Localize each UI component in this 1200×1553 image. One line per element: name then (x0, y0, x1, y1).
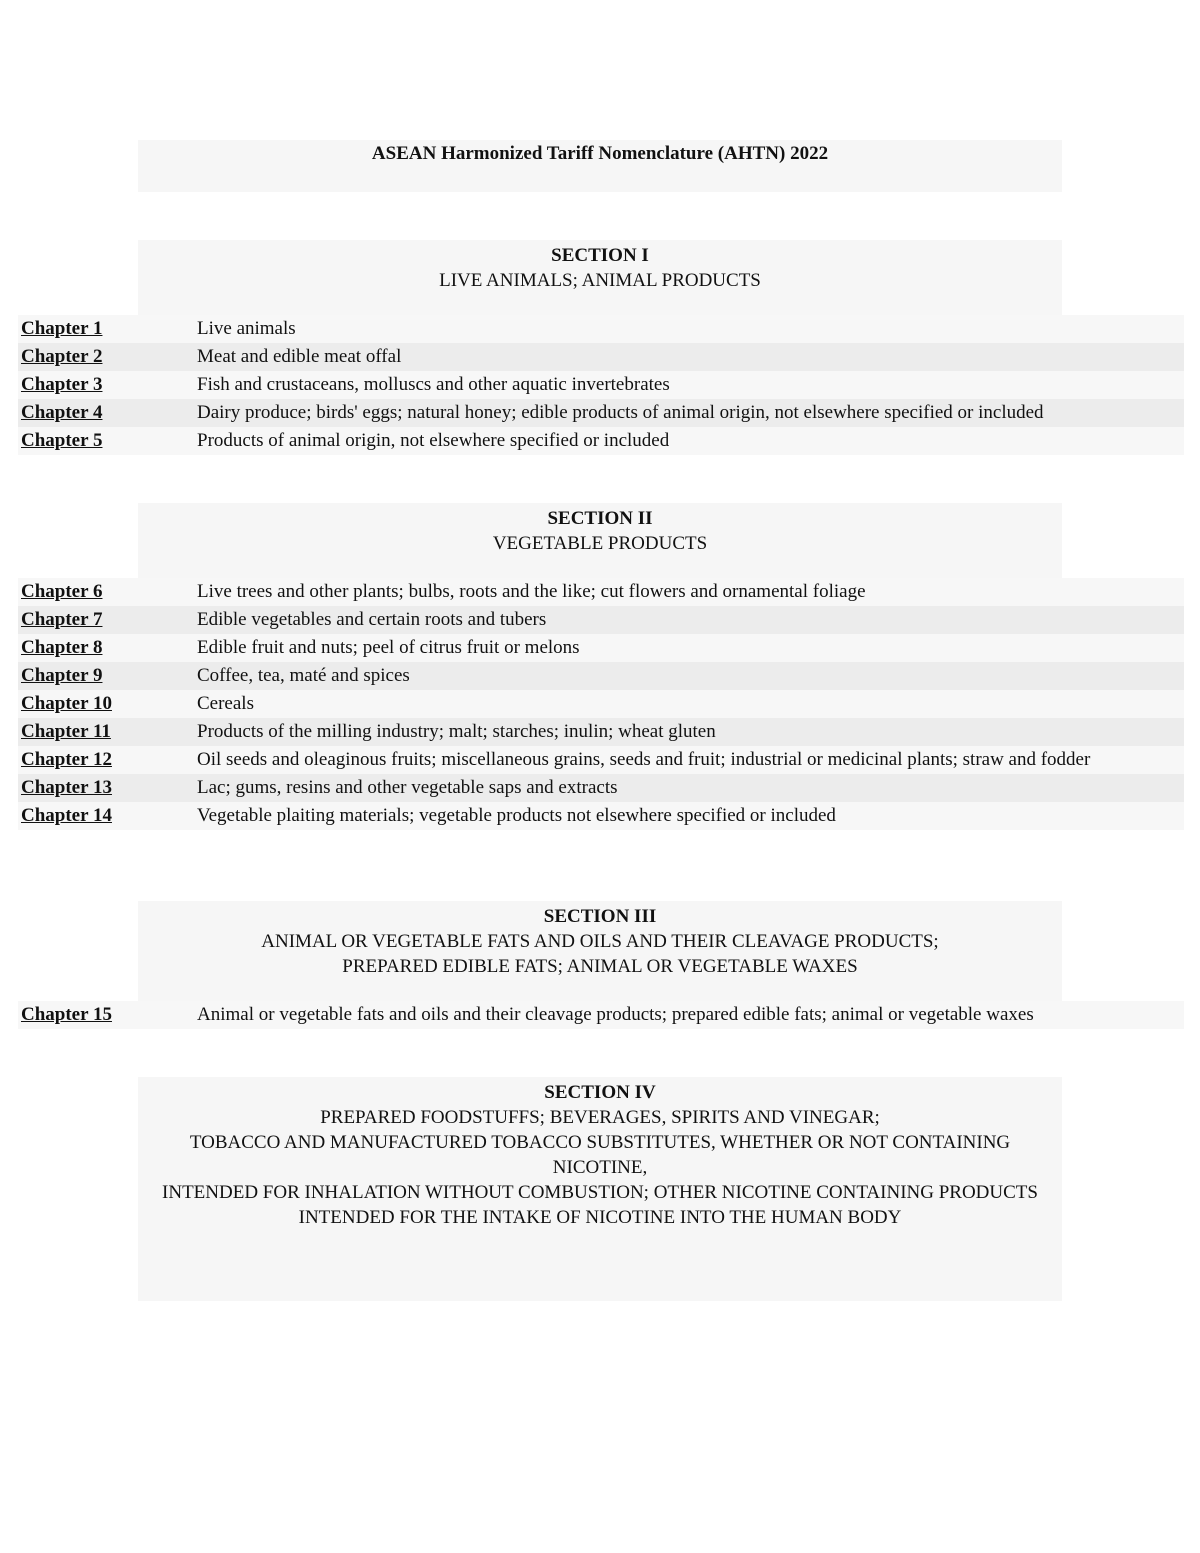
chapter-row (18, 662, 1184, 690)
chapter-9-link[interactable]: Chapter 9 (21, 665, 103, 686)
section-title-line: VEGETABLE PRODUCTS (492, 533, 708, 554)
chapter-description: Edible vegetables and certain roots and tubers (197, 609, 547, 630)
chapter-description: Edible fruit and nuts; peel of citrus fruit or melons (197, 637, 580, 658)
section-title-line: LIVE ANIMALS; ANIMAL PRODUCTS (439, 270, 761, 291)
chapter-description: Lac; gums, resins and other vegetable saps and extracts (197, 777, 618, 798)
chapter-description: Products of animal origin, not elsewhere specified or included (197, 430, 670, 451)
section-title-line: ANIMAL OR VEGETABLE FATS AND OILS AND THEIR CLEAVAGE PRODUCTS; (261, 931, 939, 952)
chapter-list-section-2 (18, 578, 1184, 830)
section-title-line: TOBACCO AND MANUFACTURED TOBACCO SUBSTITUTES, WHETHER OR NOT CONTAINING NICOTINE, (189, 1132, 1011, 1178)
chapter-5-link[interactable]: Chapter 5 (21, 430, 103, 451)
section-number: SECTION III (543, 906, 657, 927)
chapter-row (18, 690, 1184, 718)
section-title-line: INTENDED FOR INHALATION WITHOUT COMBUSTION; OTHER NICOTINE CONTAINING PRODUCTS (162, 1182, 1038, 1203)
chapter-row (18, 315, 1184, 343)
section-header-3 (138, 901, 1062, 1001)
chapter-row (18, 634, 1184, 662)
chapter-row (18, 606, 1184, 634)
chapter-13-link[interactable]: Chapter 13 (21, 777, 112, 798)
chapter-description: Coffee, tea, maté and spices (197, 665, 410, 686)
section-title-line: INTENDED FOR THE INTAKE OF NICOTINE INTO THE HUMAN BODY (298, 1207, 902, 1228)
chapter-row (18, 371, 1184, 399)
chapter-row (18, 802, 1184, 830)
chapter-3-link[interactable]: Chapter 3 (21, 374, 103, 395)
chapter-15-link[interactable]: Chapter 15 (21, 1004, 112, 1025)
chapter-description: Oil seeds and oleaginous fruits; miscellaneous grains, seeds and fruit; industrial or medicinal plants; straw and fodder (197, 749, 1091, 770)
chapter-row (18, 746, 1184, 774)
chapter-description: Live trees and other plants; bulbs, roots and the like; cut flowers and ornamental foliage (197, 581, 866, 602)
chapter-row (18, 718, 1184, 746)
chapter-10-link[interactable]: Chapter 10 (21, 693, 112, 714)
chapter-8-link[interactable]: Chapter 8 (21, 637, 103, 658)
chapter-description: Cereals (197, 693, 254, 714)
chapter-14-link[interactable]: Chapter 14 (21, 805, 112, 826)
chapter-row (18, 774, 1184, 802)
chapter-row (18, 399, 1184, 427)
chapter-4-link[interactable]: Chapter 4 (21, 402, 103, 423)
section-number: SECTION II (547, 508, 653, 529)
chapter-2-link[interactable]: Chapter 2 (21, 346, 103, 367)
chapter-list-section-3 (18, 1001, 1184, 1029)
section-number: SECTION IV (544, 1082, 656, 1103)
chapter-row (18, 1001, 1184, 1029)
section-number: SECTION I (551, 245, 649, 266)
chapter-11-link[interactable]: Chapter 11 (21, 721, 111, 742)
section-header-1 (138, 240, 1062, 315)
document-title: ASEAN Harmonized Tariff Nomenclature (AHTN) 2022 (138, 140, 1062, 192)
chapter-description: Vegetable plaiting materials; vegetable products not elsewhere specified or included (197, 805, 836, 826)
chapter-description: Fish and crustaceans, molluscs and other aquatic invertebrates (197, 374, 670, 395)
chapter-description: Animal or vegetable fats and oils and their cleavage products; prepared edible fats; animal or vegetable waxes (197, 1004, 1034, 1025)
chapter-description: Live animals (197, 318, 296, 339)
chapter-1-link[interactable]: Chapter 1 (21, 318, 103, 339)
chapter-list-section-1 (18, 315, 1184, 455)
chapter-7-link[interactable]: Chapter 7 (21, 609, 103, 630)
section-header-2 (138, 503, 1062, 578)
chapter-description: Meat and edible meat offal (197, 346, 402, 367)
section-title-line: PREPARED FOODSTUFFS; BEVERAGES, SPIRITS AND VINEGAR; (320, 1107, 880, 1128)
chapter-description: Dairy produce; birds' eggs; natural honey; edible products of animal origin, not elsewhere specified or included (197, 402, 1044, 423)
chapter-row (18, 427, 1184, 455)
chapter-row (18, 578, 1184, 606)
chapter-12-link[interactable]: Chapter 12 (21, 749, 112, 770)
section-title-line: PREPARED EDIBLE FATS; ANIMAL OR VEGETABLE WAXES (342, 956, 858, 977)
chapter-description: Products of the milling industry; malt; starches; inulin; wheat gluten (197, 721, 716, 742)
chapter-row (18, 343, 1184, 371)
chapter-6-link[interactable]: Chapter 6 (21, 581, 103, 602)
section-header-4 (138, 1077, 1062, 1301)
